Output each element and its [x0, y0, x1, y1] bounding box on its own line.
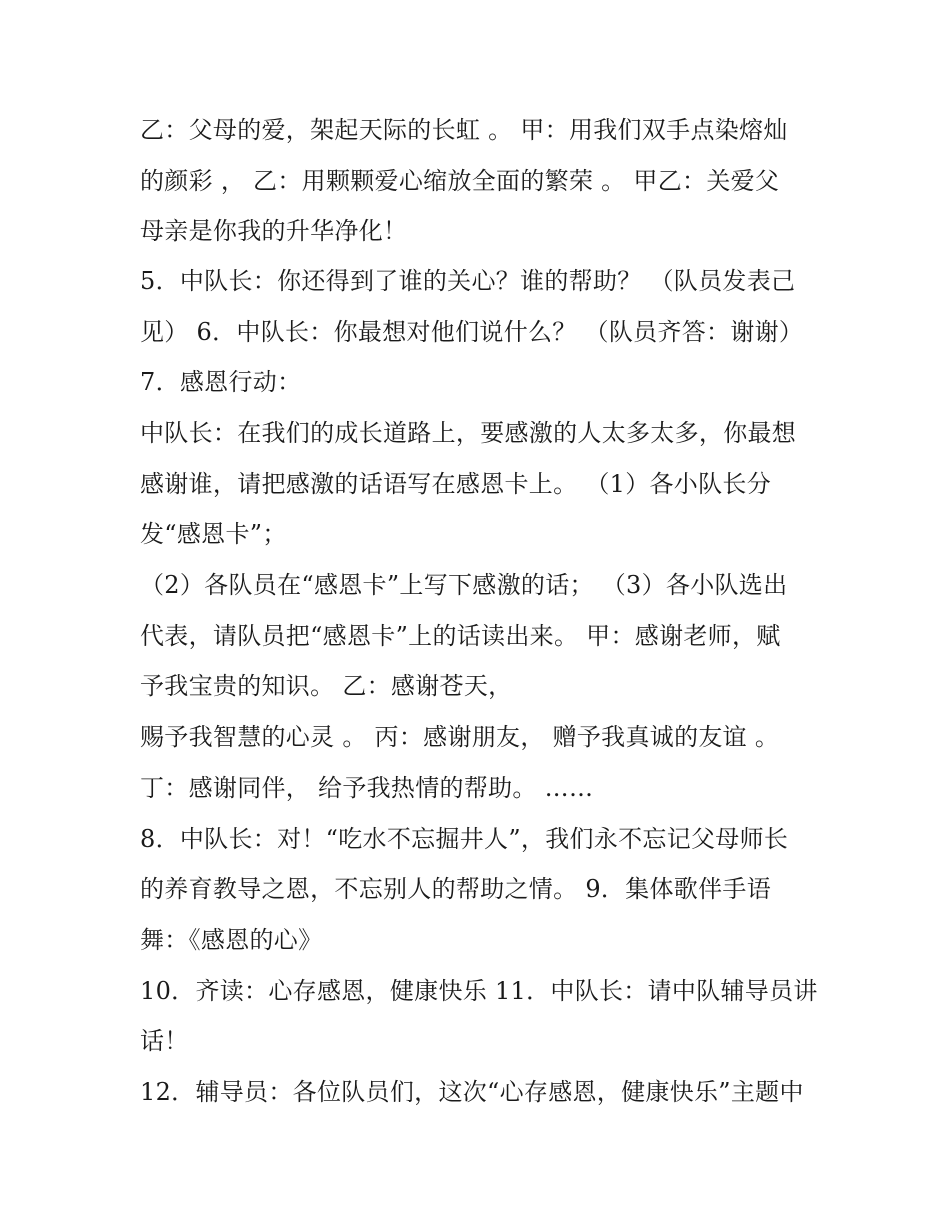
- text-line: （2）各队员在“感恩卡”上写下感激的话； （3）各小队选出: [140, 571, 788, 599]
- text-line: 舞：《感恩的心》: [140, 926, 323, 954]
- text-line: 代表，请队员把“感恩卡”上的话读出来。 甲：感谢老师，赋: [140, 622, 781, 650]
- text-line: 的颜彩 ， 乙：用颗颗爱心缩放全面的繁荣 。 甲乙：关爱父: [140, 167, 780, 195]
- text-line: 12．辅导员：各位队员们，这次“心存感恩，健康快乐”主题中: [140, 1078, 804, 1106]
- text-line: 的养育教导之恩，不忘别人的帮助之情。 9．集体歌伴手语: [140, 875, 771, 903]
- text-line: 赐予我智慧的心灵 。 丙：感谢朋友， 赠予我真诚的友谊 。: [140, 723, 780, 751]
- text-line: 予我宝贵的知识。 乙：感谢苍天，: [140, 672, 513, 700]
- text-line: 10．齐读：心存感恩，健康快乐 11．中队长：请中队辅导员讲: [140, 977, 818, 1005]
- text-line: 发“感恩卡”；: [140, 520, 287, 548]
- text-line: 乙：父母的爱，架起天际的长虹 。 甲：用我们双手点染熔灿: [140, 116, 788, 144]
- text-line: 话！: [140, 1027, 189, 1055]
- text-line: 7．感恩行动：: [140, 368, 302, 396]
- text-line: 8．中队长：对！“吃水不忘掘井人”，我们永不忘记父母师长: [140, 825, 789, 853]
- text-line: 感谢谁，请把感激的话语写在感恩卡上。 （1）各小队长分: [140, 470, 771, 498]
- text-line: 中队长：在我们的成长道路上，要感激的人太多太多，你最想: [140, 419, 797, 447]
- text-line: 母亲是你我的升华净化！: [140, 217, 408, 245]
- text-line: 丁：感谢同伴， 给予我热情的帮助。 ……: [140, 774, 594, 802]
- text-line: 见） 6．中队长：你最想对他们说什么？ （队员齐答：谢谢）: [140, 318, 804, 346]
- text-line: 5．中队长：你还得到了谁的关心？谁的帮助？ （队员发表己: [140, 267, 796, 295]
